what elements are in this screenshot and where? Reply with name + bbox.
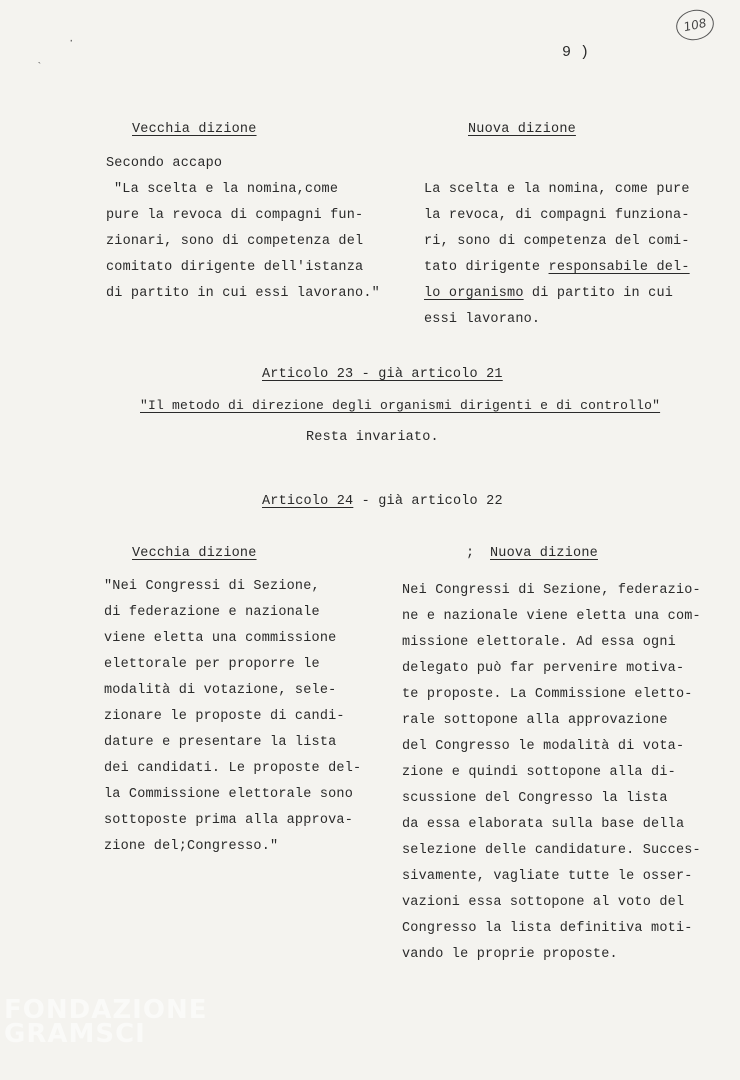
article-23-heading: Articolo 23 - già articolo 21 [262,367,503,382]
archive-stamp: 108 [673,6,716,43]
text-line: da essa elaborata sulla base della [402,817,685,832]
watermark-line: GRAMSCI [4,1019,146,1049]
article-23-note: Resta invariato. [306,430,439,445]
underlined-fragment: responsabile del- [548,260,690,275]
text-line: zione del;Congresso." [104,839,279,854]
text-line: modalità di votazione, sele- [104,683,337,698]
text-line: ri, sono di competenza del comi- [424,234,690,249]
text-line [424,260,690,275]
article-24-heading [262,494,503,509]
text-line: delegato può far pervenire motiva- [402,661,685,676]
text-fragment: di partito in cui [523,286,674,301]
watermark-logo [4,995,208,1049]
text-line: ne e nazionale viene eletta una com- [402,609,701,624]
text-line: di partito in cui essi lavorano." [106,286,380,301]
text-line: sivamente, vagliate tutte le osser- [402,869,693,884]
text-line: Congresso la lista definitiva moti- [402,921,693,936]
text-line: zionari, sono di competenza del [106,234,364,249]
text-line: vando le proprie proposte. [402,947,618,962]
text-line: zione e quindi sottopone alla di- [402,765,676,780]
article-24-subtitle: - già articolo 22 [353,494,503,509]
article-23-quote: "Il metodo di direzione degli organismi dirigenti e di controllo" [140,398,661,413]
text-line: zionare le proposte di candi- [104,709,345,724]
text-line: pure la revoca di compagni fun- [106,208,364,223]
text-line: selezione delle candidature. Succes- [402,843,701,858]
text-line: La scelta e la nomina, come pure [424,182,690,197]
article-24-title: Articolo 24 [262,494,354,509]
text-line: "Nei Congressi di Sezione, [104,579,320,594]
new-wording-heading: Nuova dizione [468,122,576,137]
subheading: Secondo accapo [106,156,223,171]
text-line: dature e presentare la lista [104,735,337,750]
watermark-line: FONDAZIONE [4,995,208,1025]
text-line: la Commissione elettorale sono [104,787,354,802]
text-line: sottoposte prima alla approva- [104,813,354,828]
text-line: di federazione e nazionale [104,605,320,620]
text-line: essi lavorano. [424,312,541,327]
text-line: te proposte. La Commissione eletto- [402,687,693,702]
stray-mark: ; [466,546,475,561]
text-line: la revoca, di compagni funziona- [424,208,690,223]
text-line: missione elettorale. Ad essa ogni [402,635,676,650]
text-line: del Congresso le modalità di vota- [402,739,685,754]
page-number: 9 ) [562,44,590,61]
text-line: scussione del Congresso la lista [402,791,668,806]
text-line: dei candidati. Le proposte del- [104,761,362,776]
old-wording-heading: Vecchia dizione [132,122,257,137]
underlined-fragment: lo organismo [424,286,524,301]
text-line [424,286,673,301]
text-line: comitato dirigente dell'istanza [106,260,364,275]
old-wording-heading-2: Vecchia dizione [132,546,257,561]
speck: ` [36,62,43,74]
text-line: "La scelta e la nomina,come [114,182,339,197]
text-line: rale sottopone alla approvazione [402,713,668,728]
text-line: vazioni essa sottopone al voto del [402,895,685,910]
speck: · [68,36,75,48]
text-fragment: tato dirigente [424,260,549,275]
text-line: elettorale per proporre le [104,657,320,672]
text-line: viene eletta una commissione [104,631,337,646]
new-wording-heading-2: Nuova dizione [490,546,598,561]
text-line: Nei Congressi di Sezione, federazio- [402,583,701,598]
